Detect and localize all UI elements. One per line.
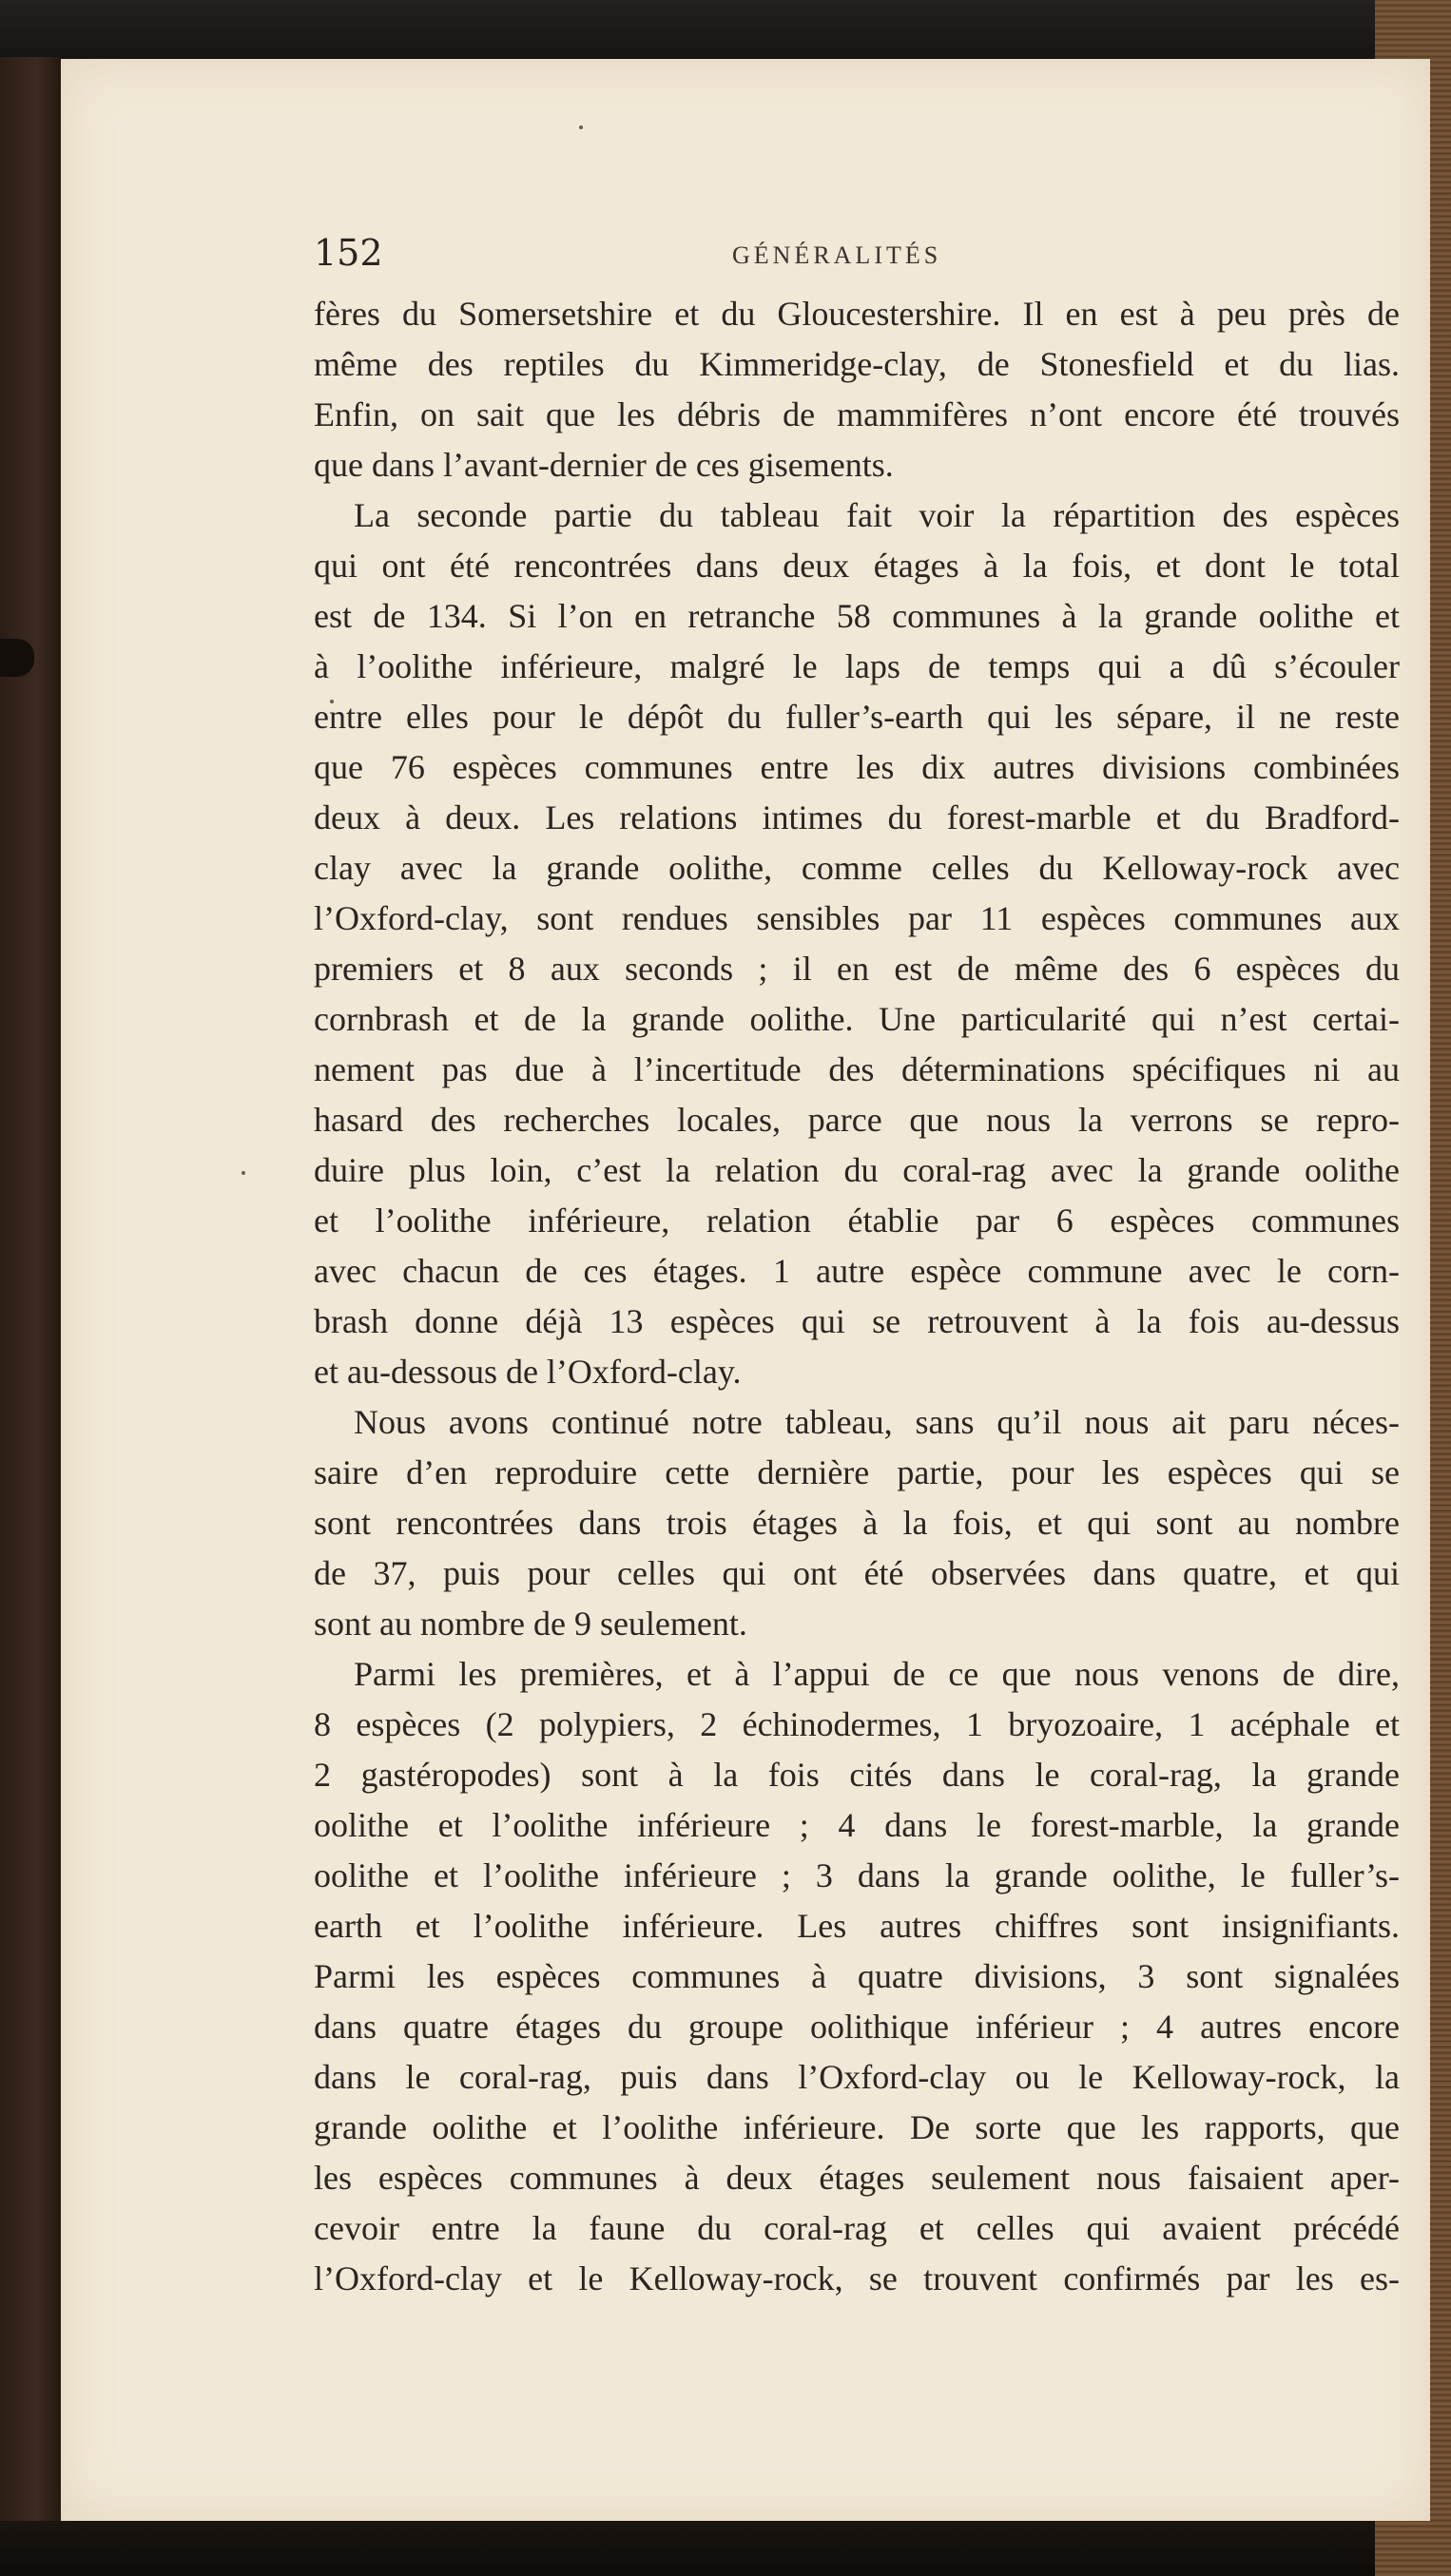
text-line: oolithe et l’oolithe inférieure ; 3 dans la grande oolithe, le fuller’s- (314, 1856, 1400, 1894)
paragraph (314, 1397, 1400, 1649)
text-line: premiers et 8 aux seconds ; il en est de même des 6 espèces du (314, 950, 1400, 988)
text-line: nement pas due à l’incertitude des déterminations spécifiques ni au (314, 1050, 1400, 1088)
running-title: GÉNÉRALITÉS (732, 241, 942, 269)
body-text (314, 289, 1400, 2304)
paper-speck (242, 1171, 245, 1175)
text-line: et au-dessous de l’Oxford-clay. (314, 1353, 742, 1391)
page-header (314, 232, 1379, 285)
text-line: l’Oxford-clay, sont rendues sensibles par 11 espèces communes aux (314, 899, 1400, 937)
paragraph (314, 1649, 1400, 2304)
text-line: Enfin, on sait que les débris de mammifères n’ont encore été trouvés (314, 395, 1400, 433)
binding-clip-mark (0, 639, 34, 677)
text-line: 2 gastéropodes) sont à la fois cités dans le coral-rag, la grande (314, 1756, 1400, 1794)
text-line: avec chacun de ces étages. 1 autre espèce commune avec le corn- (314, 1252, 1400, 1290)
text-line: sont au nombre de 9 seulement. (314, 1605, 747, 1643)
scan-bottom-border (0, 2521, 1451, 2576)
text-line: l’Oxford-clay et le Kelloway-rock, se trouvent confirmés par les es- (314, 2259, 1400, 2297)
text-line: à l’oolithe inférieure, malgré le laps de temps qui a dû s’écouler (314, 647, 1400, 685)
text-line: entre elles pour le dépôt du fuller’s-earth qui les sépare, il ne reste (314, 698, 1400, 736)
text-line: sont rencontrées dans trois étages à la fois, et qui sont au nombre (314, 1504, 1400, 1542)
text-line: cornbrash et de la grande oolithe. Une particularité qui n’est certai- (314, 1000, 1400, 1038)
text-line: saire d’en reproduire cette dernière partie, pour les espèces qui se (314, 1453, 1400, 1491)
text-line: cevoir entre la faune du coral-rag et celles qui avaient précédé (314, 2209, 1400, 2247)
text-line: même des reptiles du Kimmeridge-clay, de Stonesfield et du lias. (314, 345, 1400, 383)
text-line: fères du Somersetshire et du Gloucestershire. Il en est à peu près de (314, 295, 1400, 333)
text-line: que 76 espèces communes entre les dix autres divisions combinées (314, 748, 1400, 786)
text-line: 8 espèces (2 polypiers, 2 échinodermes, 1 bryozoaire, 1 acéphale et (314, 1705, 1400, 1743)
text-line: clay avec la grande oolithe, comme celles du Kelloway-rock avec (314, 849, 1400, 887)
text-line: les espèces communes à deux étages seulement nous faisaient aper- (314, 2159, 1400, 2197)
text-line: est de 134. Si l’on en retranche 58 communes à la grande oolithe et (314, 597, 1400, 635)
text-line: Nous avons continué notre tableau, sans qu’il nous ait paru néces- (354, 1403, 1400, 1441)
text-line: duire plus loin, c’est la relation du coral-rag avec la grande oolithe (314, 1151, 1400, 1189)
text-line: de 37, puis pour celles qui ont été observées dans quatre, et qui (314, 1554, 1400, 1592)
paragraph (314, 490, 1400, 1397)
text-line: grande oolithe et l’oolithe inférieure. De sorte que les rapports, que (314, 2108, 1400, 2146)
text-line: brash donne déjà 13 espèces qui se retrouvent à la fois au-dessus (314, 1302, 1400, 1340)
text-line: qui ont été rencontrées dans deux étages à la fois, et dont le total (314, 547, 1400, 585)
text-line: que dans l’avant-dernier de ces gisements. (314, 446, 894, 484)
text-line: dans quatre étages du groupe oolithique inférieur ; 4 autres encore (314, 2008, 1400, 2046)
text-line: dans le coral-rag, puis dans l’Oxford-clay ou le Kelloway-rock, la (314, 2058, 1400, 2096)
paper-speck (579, 125, 583, 129)
text-line: earth et l’oolithe inférieure. Les autres chiffres sont insignifiants. (314, 1907, 1400, 1945)
paragraph (314, 289, 1400, 490)
text-line: et l’oolithe inférieure, relation établie par 6 espèces communes (314, 1201, 1400, 1240)
text-line: Parmi les premières, et à l’appui de ce que nous venons de dire, (354, 1655, 1400, 1693)
text-line: Parmi les espèces communes à quatre divisions, 3 sont signalées (314, 1957, 1400, 1995)
text-line: oolithe et l’oolithe inférieure ; 4 dans le forest-marble, la grande (314, 1806, 1400, 1844)
text-line: deux à deux. Les relations intimes du forest-marble et du Bradford- (314, 798, 1400, 836)
text-line: La seconde partie du tableau fait voir la répartition des espèces (354, 496, 1400, 534)
text-line: hasard des recherches locales, parce que nous la verrons se repro- (314, 1101, 1400, 1139)
book-binding-edge (0, 57, 61, 2566)
page-number: 152 (314, 232, 383, 274)
